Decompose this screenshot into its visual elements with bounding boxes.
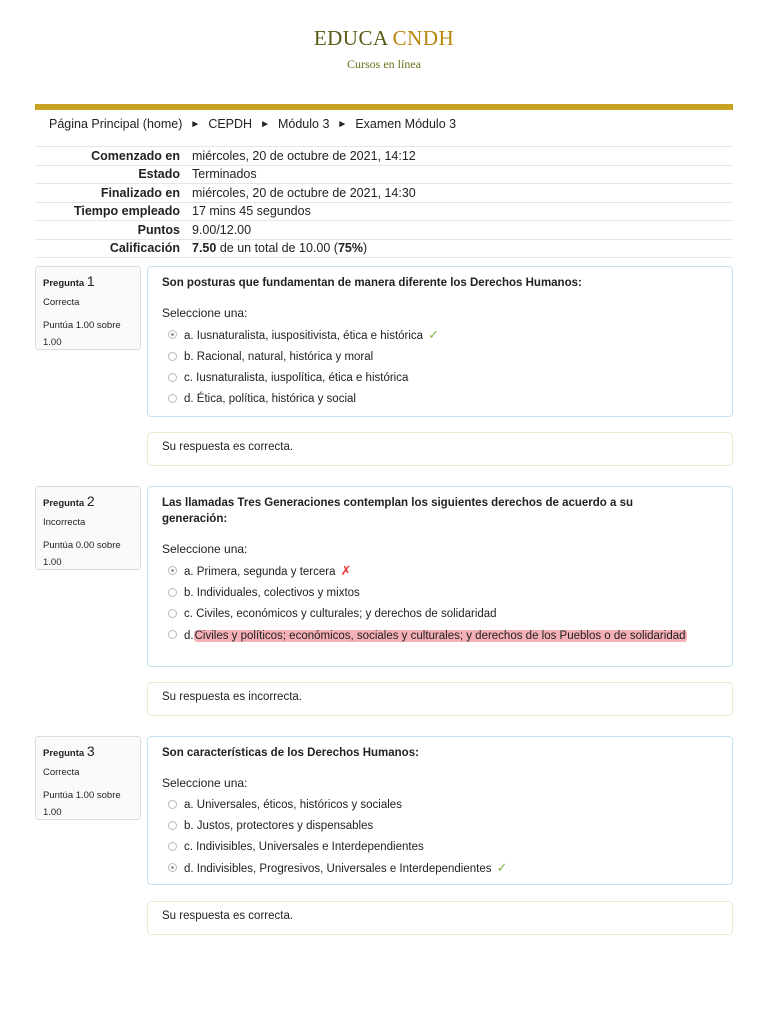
breadcrumb-course[interactable]: CEPDH [208, 117, 253, 131]
radio-button[interactable] [168, 821, 177, 830]
radio-button[interactable] [168, 588, 177, 597]
breadcrumb-separator-icon: ► [190, 118, 201, 130]
answer-option-a[interactable] [162, 564, 718, 579]
question-info-2 [35, 486, 141, 570]
brand-name-educa: EDUCA [313, 26, 389, 50]
question-content-3 [147, 736, 733, 885]
grade-value [192, 239, 733, 258]
breadcrumb [49, 117, 456, 131]
cross-icon: ✗ [340, 563, 352, 578]
option-letter: a. [184, 566, 194, 578]
question-prompt: Seleccione una: [162, 306, 248, 320]
option-letter: b. [184, 351, 194, 363]
summary-row [35, 165, 733, 184]
question-text: Las llamadas Tres Generaciones contemplan los siguientes derechos de acuerdo a su generación: [162, 497, 634, 525]
site-tagline: Cursos en línea [347, 57, 421, 71]
answer-option-d[interactable] [162, 392, 718, 406]
answer-option-b[interactable] [162, 586, 718, 600]
check-icon: ✓ [428, 327, 439, 342]
attempt-summary-table [35, 146, 733, 258]
summary-row [35, 184, 733, 203]
summary-label: Puntos [35, 221, 192, 240]
option-text: Civiles, económicos y culturales; y derechos de solidaridad [196, 608, 497, 620]
question-grade: Puntúa 1.00 sobre 1.00 [43, 320, 121, 348]
radio-button[interactable] [168, 630, 177, 639]
question-grade: Puntúa 1.00 sobre 1.00 [43, 790, 121, 818]
question-number-value: 1 [86, 273, 95, 289]
option-text: Iusnaturalista, iuspositivista, ética e histórica [196, 330, 424, 342]
summary-value: 17 mins 45 segundos [192, 202, 733, 221]
question-grade: Puntúa 0.00 sobre 1.00 [43, 540, 121, 568]
answer-options [162, 794, 718, 879]
option-text: Racional, natural, histórica y moral [196, 351, 374, 363]
summary-label: Tiempo empleado [35, 202, 192, 221]
radio-button[interactable] [168, 800, 177, 809]
radio-button-selected[interactable] [168, 330, 177, 339]
option-letter: a. [184, 330, 194, 342]
option-letter: d. [184, 393, 194, 405]
summary-row [35, 239, 733, 258]
question-label: Pregunta [43, 498, 85, 509]
option-letter: d. [184, 863, 194, 875]
question-label: Pregunta [43, 278, 85, 289]
breadcrumb-exam[interactable]: Examen Módulo 3 [355, 117, 457, 131]
summary-value: miércoles, 20 de octubre de 2021, 14:12 [192, 147, 733, 166]
radio-button[interactable] [168, 373, 177, 382]
option-text: Iusnaturalista, iuspolítica, ética e histórica [196, 372, 409, 384]
summary-value: miércoles, 20 de octubre de 2021, 14:30 [192, 184, 733, 203]
summary-label: Calificación [35, 239, 192, 258]
option-text: Primera, segunda y tercera [196, 566, 336, 578]
radio-button-selected[interactable] [168, 566, 177, 575]
radio-button[interactable] [168, 352, 177, 361]
answer-option-c[interactable] [162, 371, 718, 385]
answer-option-d[interactable] [162, 628, 718, 645]
radio-button[interactable] [168, 609, 177, 618]
option-text: Ética, política, histórica y social [196, 393, 356, 405]
summary-row [35, 202, 733, 221]
check-icon: ✓ [496, 860, 508, 875]
option-text: Indivisibles, Progresivos, Universales e Interdependientes [196, 863, 492, 875]
grade-percent: 75% [337, 241, 363, 256]
summary-label: Finalizado en [35, 184, 192, 203]
radio-button-selected[interactable] [168, 863, 177, 872]
question-number [43, 493, 134, 509]
answer-option-b[interactable] [162, 350, 718, 364]
question-number-value: 3 [86, 743, 95, 759]
question-content-1 [147, 266, 733, 417]
header-divider [35, 104, 733, 110]
question-state: Correcta [43, 297, 80, 308]
summary-row [35, 147, 733, 166]
site-header [0, 0, 768, 78]
question-content-2 [147, 486, 733, 667]
grade-total: de un total de 10.00 ( [216, 241, 338, 256]
question-state: Correcta [43, 767, 80, 778]
option-text: Justos, protectores y dispensables [196, 820, 374, 832]
question-prompt: Seleccione una: [162, 542, 248, 556]
option-letter: b. [184, 820, 194, 832]
radio-button[interactable] [168, 394, 177, 403]
question-info-1 [35, 266, 141, 350]
answer-options [162, 324, 718, 409]
answer-options [162, 560, 718, 648]
answer-option-a[interactable] [162, 328, 718, 343]
breadcrumb-home[interactable]: Página Principal (home) [49, 117, 183, 131]
answer-option-d[interactable] [162, 861, 718, 876]
breadcrumb-separator-icon: ► [260, 118, 270, 130]
radio-button[interactable] [168, 842, 177, 851]
question-text: Son posturas que fundamentan de manera diferente los Derechos Humanos: [162, 277, 582, 289]
correct-answer-highlight: Civiles y políticos; económicos, sociales y culturales; y derechos de los Pueblos o de solidaridad [194, 630, 686, 642]
option-letter: c. [184, 372, 193, 384]
option-text: Individuales, colectivos y mixtos [196, 587, 360, 599]
summary-label: Estado [35, 165, 192, 184]
breadcrumb-module[interactable]: Módulo 3 [277, 117, 330, 131]
question-feedback-1: Su respuesta es correcta. [147, 432, 733, 466]
question-feedback-2: Su respuesta es incorrecta. [147, 682, 733, 716]
option-letter: b. [184, 587, 194, 599]
question-label: Pregunta [43, 748, 85, 759]
answer-option-c[interactable] [162, 607, 718, 621]
question-number-value: 2 [86, 493, 95, 509]
grade-score: 7.50 [192, 241, 217, 256]
summary-value: Terminados [192, 165, 733, 184]
grade-close: ) [363, 241, 368, 256]
breadcrumb-separator-icon: ► [337, 118, 348, 130]
site-logo[interactable] [0, 26, 768, 51]
question-number [43, 743, 134, 759]
question-prompt: Seleccione una: [162, 776, 248, 790]
question-text: Son características de los Derechos Humanos: [162, 747, 419, 759]
question-feedback-3: Su respuesta es correcta. [147, 901, 733, 935]
option-letter: a. [184, 799, 194, 811]
brand-name-cndh: CNDH [392, 26, 455, 50]
option-letter: d. [184, 630, 194, 642]
summary-row [35, 221, 733, 240]
answer-option-b[interactable] [162, 819, 718, 833]
answer-option-a[interactable] [162, 798, 718, 812]
option-letter: c. [184, 608, 193, 620]
option-text: Indivisibles, Universales e Interdependientes [196, 841, 424, 853]
option-letter: c. [184, 841, 193, 853]
summary-value: 9.00/12.00 [192, 221, 733, 240]
question-number [43, 273, 134, 289]
answer-option-c[interactable] [162, 840, 718, 854]
summary-label: Comenzado en [35, 147, 192, 166]
question-state: Incorrecta [43, 517, 86, 528]
question-info-3 [35, 736, 141, 820]
option-text: Universales, éticos, históricos y sociales [196, 799, 402, 811]
